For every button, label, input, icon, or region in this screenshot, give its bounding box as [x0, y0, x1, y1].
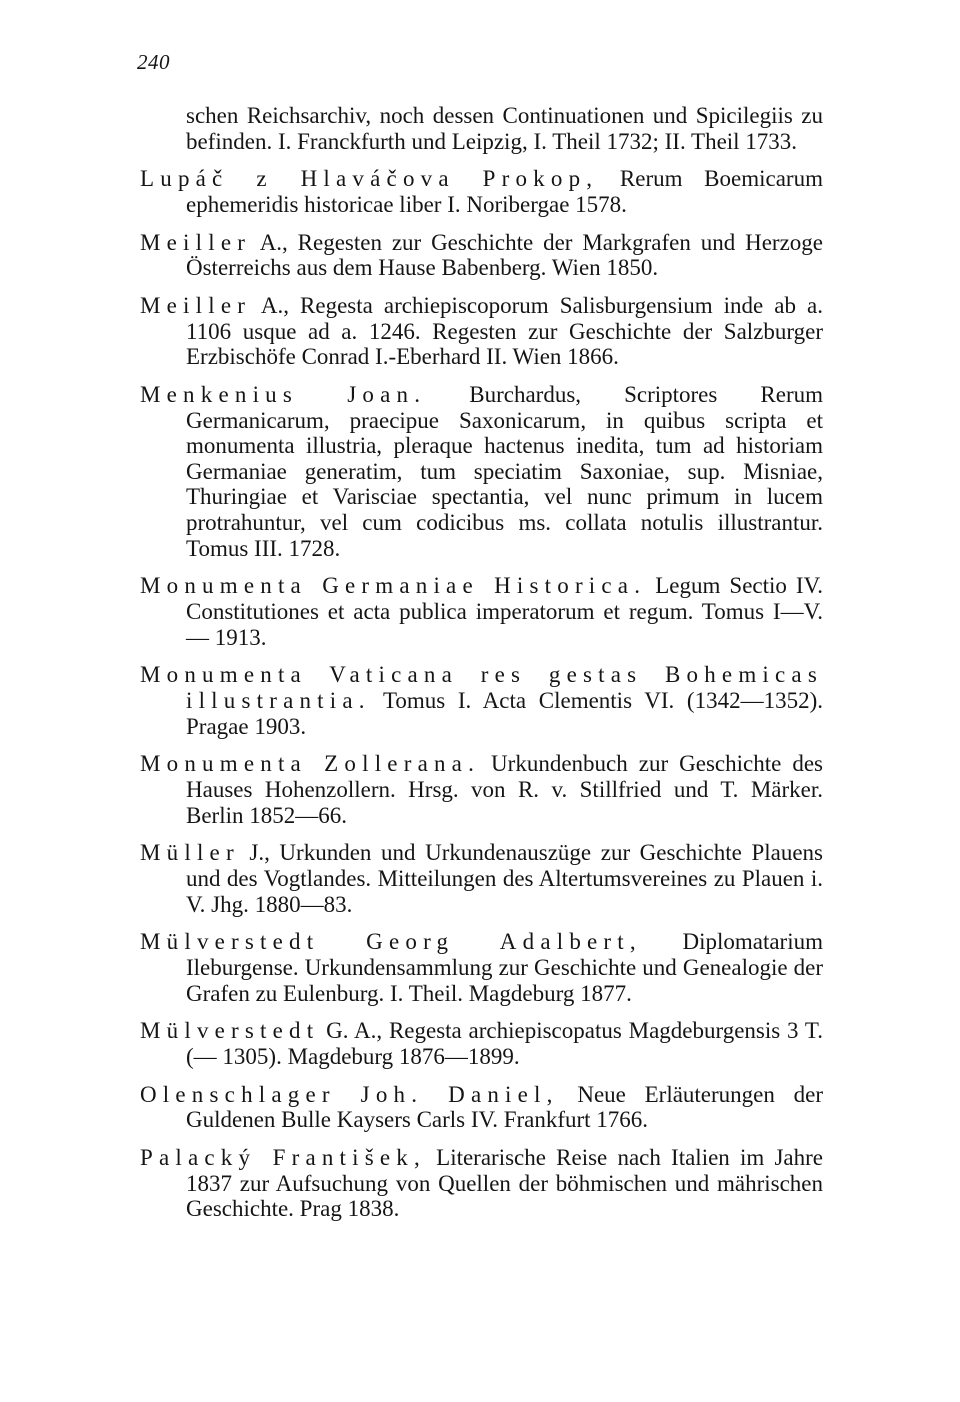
entry-text: G. A., Regesta archiepiscopatus Magdeburgensis 3 T. (— 1305). Magdeburg 1876—1899.: [186, 1018, 823, 1069]
bibliography-entry: [140, 1018, 823, 1069]
entry-author: Mülverstedt: [140, 1018, 320, 1044]
entry-author: Meiller: [140, 293, 252, 319]
bibliography-entry: [140, 1082, 823, 1133]
bibliography-entry: [140, 293, 823, 370]
entry-text: Neue Erläuterungen der Guldenen Bulle Kaysers Carls IV. Frankfurt 1766.: [186, 1081, 824, 1133]
bibliography-entry: [140, 662, 823, 739]
entry-author: Meiller: [140, 229, 252, 255]
bibliography-entry: [140, 103, 823, 154]
entry-text: Burchardus, Scriptores Rerum Germanicarum, praecipue Saxonicarum, in quibus scripta et monumenta illustria, pleraque hactenus inedita, tum ad historiam Germaniae generatim, tum speciatim Saxoniae, sup. Misniae, Thuringiae et Varisciae spectantia, vel nunc primum in lucem protrahuntur, vel cum codicibus ms. collata notulis illustrantur. Tomus III. 1728.: [186, 382, 823, 561]
bibliography-entry: [140, 840, 823, 917]
page-number: 240: [137, 50, 170, 74]
entry-author: Menkenius Joan.: [140, 382, 427, 408]
entry-text: Diplomatarium Ileburgense. Urkundensammlung zur Geschichte und Genealogie der Grafen zu Eulenburg. I. Theil. Magdeburg 1877.: [186, 929, 823, 1006]
entry-text: Legum Sectio IV. Constitutiones et acta publica imperatorum et regum. Tomus I—V. — 1913.: [186, 573, 823, 650]
entry-author: Palacký František,: [140, 1145, 426, 1171]
entry-text: J., Urkunden und Urkundenauszüge zur Geschichte Plauens und des Vogtlandes. Mitteilungen des Altertumsvereines zu Plauen i. V. Jhg. 1880—83.: [186, 840, 823, 917]
entry-text: A., Regesta archiepiscoporum Salisburgensium inde ab a. 1106 usque ad a. 1246. Regesten zur Geschichte der Salzburger Erzbischöfe Conrad I.-Eberhard II. Wien 1866.: [186, 293, 823, 370]
bibliography-entry: [140, 1145, 823, 1222]
bibliography-entry: [140, 751, 823, 828]
bibliography-list: [140, 103, 823, 1234]
entry-author: Lupáč z Hlaváčova Prokop,: [140, 166, 599, 192]
entry-author: Olenschlager Joh. Daniel,: [140, 1081, 559, 1107]
bibliography-entry: [140, 166, 823, 217]
entry-author: Müller: [140, 840, 240, 866]
bibliography-entry: [140, 573, 823, 650]
entry-text: A., Regesten zur Geschichte der Markgrafen und Herzoge Österreichs aus dem Hause Babenberg. Wien 1850.: [186, 229, 823, 281]
entry-author: Monumenta Zollerana.: [140, 751, 481, 777]
entry-text: Rerum Boemicarum ephemeridis historicae liber I. Noribergae 1578.: [186, 166, 823, 217]
entry-text: Urkundenbuch zur Geschichte des Hauses Hohenzollern. Hrsg. von R. v. Stillfried und T. Märker. Berlin 1852—66.: [186, 751, 823, 828]
entry-author: Monumenta Germaniae Historica.: [140, 573, 647, 599]
bibliography-entry: [140, 382, 823, 561]
bibliography-entry: [140, 929, 823, 1006]
bibliography-entry: [140, 230, 823, 281]
entry-author: Monumenta Vaticana res gestas Bohemicas illustrantia.: [140, 662, 823, 713]
entry-text: Tomus I. Acta Clementis VI. (1342—1352). Pragae 1903.: [186, 688, 823, 739]
entry-text: schen Reichsarchiv, noch dessen Continuationen und Spicilegiis zu befinden. I. Franckfurth und Leipzig, I. Theil 1732; II. Theil 1733.: [186, 103, 823, 154]
entry-text: Literarische Reise nach Italien im Jahre 1837 zur Aufsuchung von Quellen der böhmischen und mährischen Geschichte. Prag 1838.: [186, 1145, 823, 1222]
entry-author: Mülverstedt Georg Adalbert,: [140, 929, 642, 955]
